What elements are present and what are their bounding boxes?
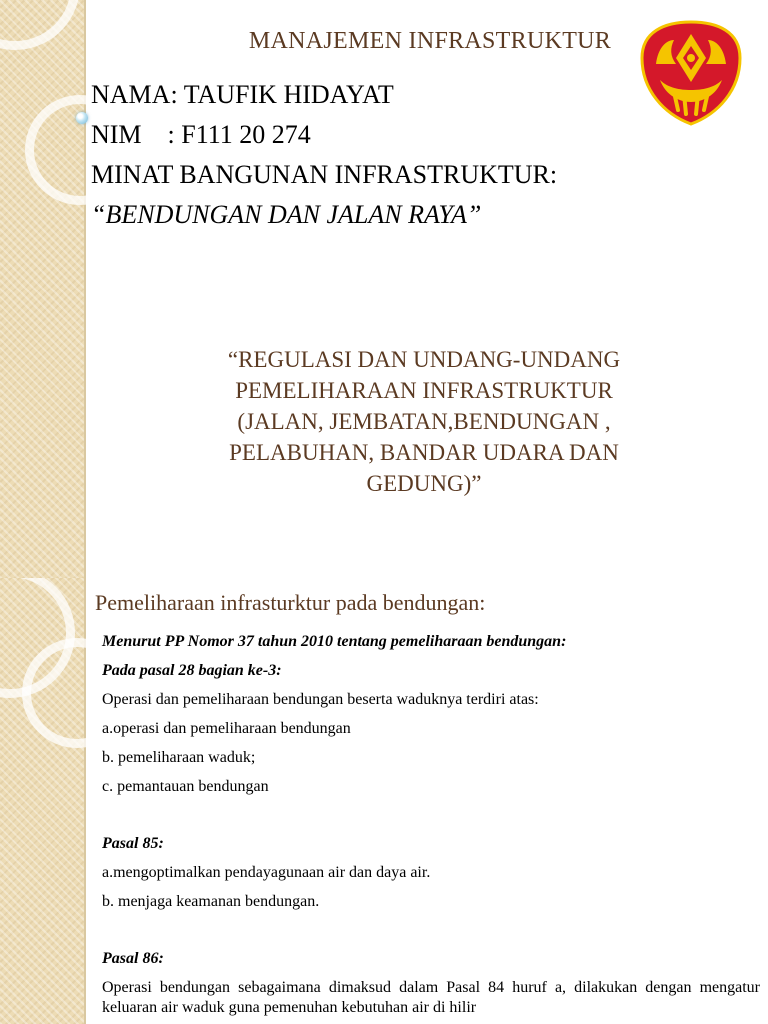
minat-label: MINAT BANGUNAN INFRASTRUKTUR: (91, 160, 558, 189)
title-line: “REGULASI DAN UNDANG-UNDANG (227, 347, 621, 372)
list-item: a.operasi dan pemeliharaan bendungan (102, 720, 351, 737)
section-heading: Pemeliharaan infrasturktur pada bendungan: (95, 590, 486, 615)
regulation-title (150, 344, 698, 499)
slide-cover (0, 0, 768, 290)
title-line: (JALAN, JEMBATAN,BENDUNGAN , (237, 409, 611, 434)
title-line: GEDUNG)” (366, 471, 482, 496)
decorative-sidebar (0, 290, 84, 578)
title-line: PELABUHAN, BANDAR UDARA DAN (229, 440, 619, 465)
decorative-bead (76, 112, 88, 124)
sidebar-edge (84, 290, 86, 578)
pasal-86-heading: Pasal 86: (102, 950, 164, 967)
content-body (102, 632, 760, 1018)
slide-title (0, 290, 768, 578)
university-logo (636, 18, 746, 128)
list-item: a.mengoptimalkan pendayagunaan air dan daya air. (102, 864, 431, 881)
pasal-28-intro: Operasi dan pemeliharaan bendungan beserta waduknya terdiri atas: (102, 691, 539, 708)
student-nim: NIM : F111 20 274 (91, 120, 311, 149)
list-item: b. pemeliharaan waduk; (102, 749, 256, 766)
slide-content (0, 578, 768, 1024)
list-item: c. pemantauan bendungan (102, 778, 269, 795)
title-line: PEMELIHARAAN INFRASTRUKTUR (235, 378, 613, 403)
list-item: b. menjaga keamanan bendungan. (102, 893, 320, 910)
pasal-85-heading: Pasal 85: (102, 835, 164, 852)
pasal-28-heading: Pada pasal 28 bagian ke-3: (102, 662, 282, 679)
course-title: MANAJEMEN INFRASTRUKTUR (248, 28, 612, 54)
student-name: NAMA: TAUFIK HIDAYAT (91, 80, 394, 109)
regulation-reference: Menurut PP Nomor 37 tahun 2010 tentang pemeliharaan bendungan: (102, 633, 567, 650)
topic-title: “BENDUNGAN DAN JALAN RAYA” (91, 200, 482, 229)
pasal-86-text: Operasi bendungan sebagaimana dimaksud dalam Pasal 84 huruf a, dilakukan dengan mengatur keluaran air waduk guna pemenuhan kebutuhan air di hilir (102, 979, 760, 1016)
